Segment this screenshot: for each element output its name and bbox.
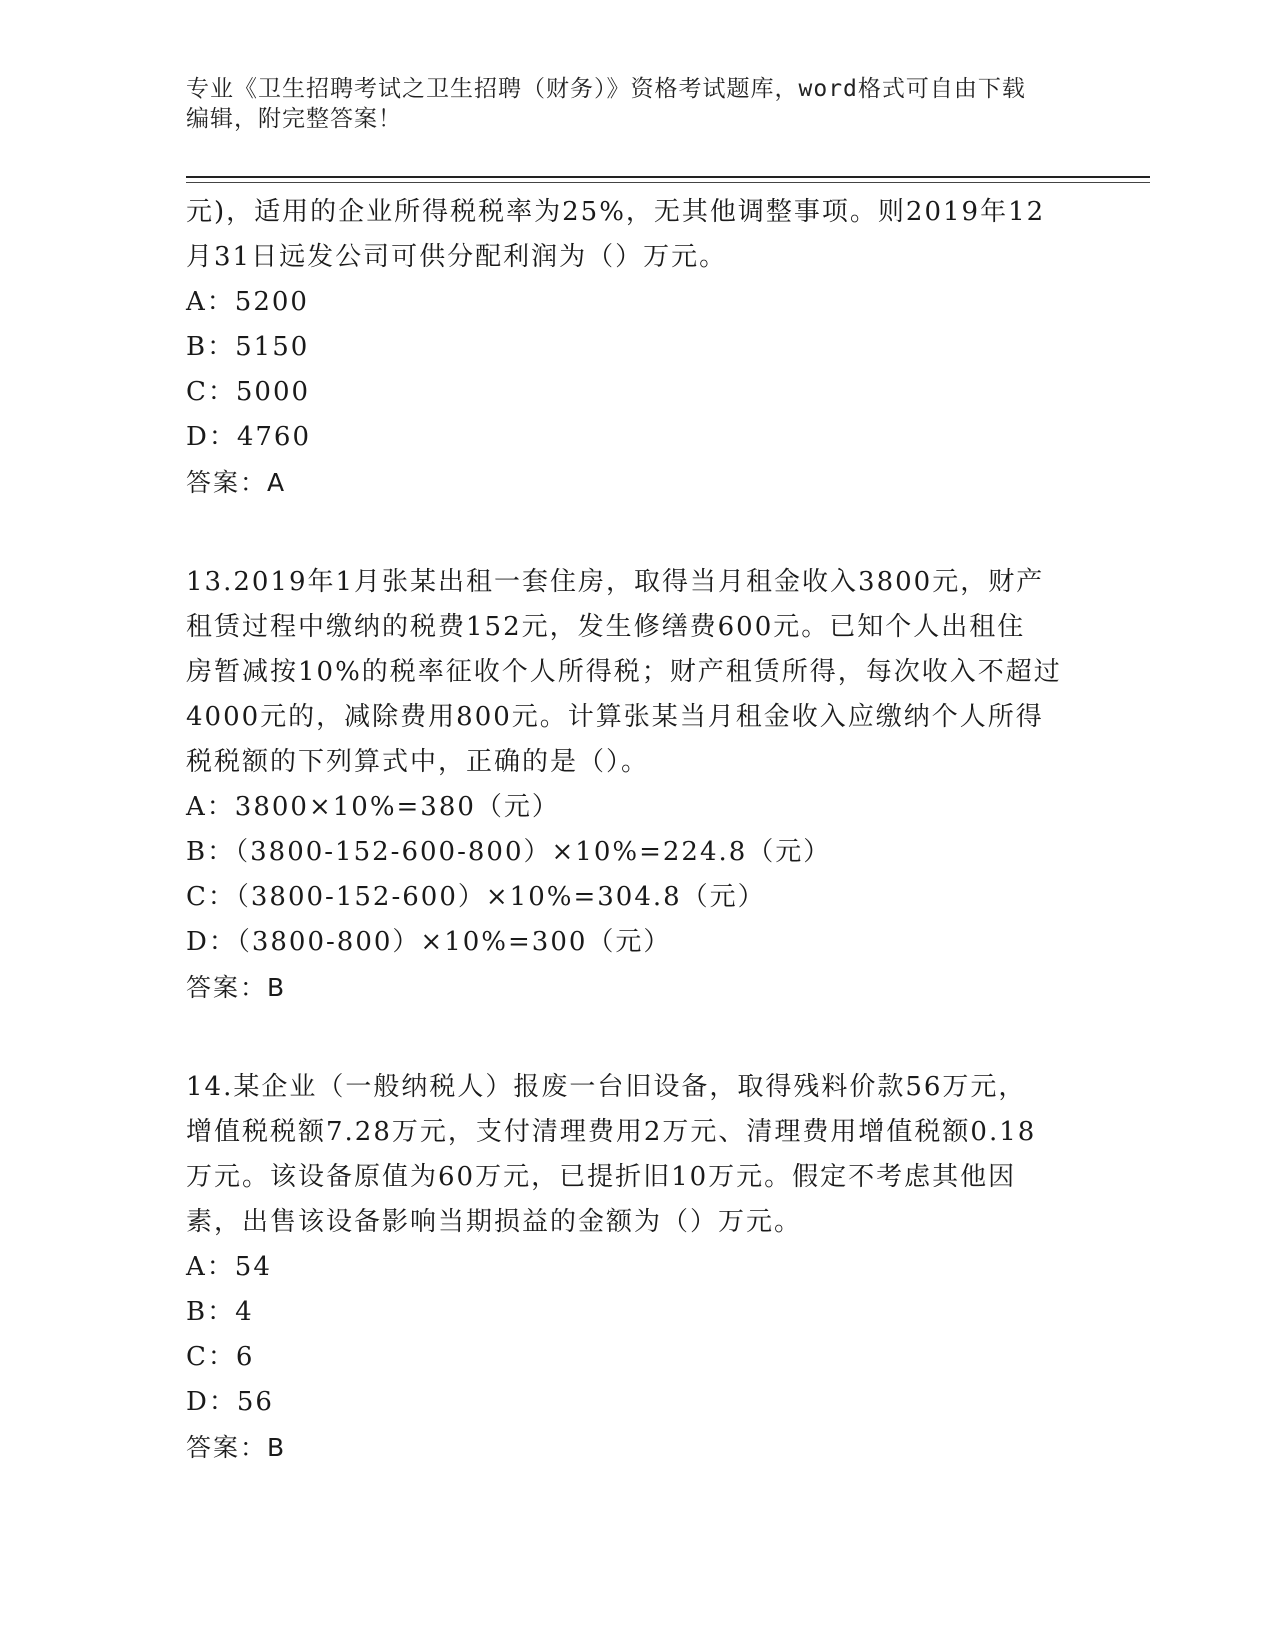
- question-text-line: 租赁过程中缴纳的税费152元，发生修缮费600元。已知个人出租住: [186, 612, 1026, 642]
- option-d: D：4760: [186, 422, 312, 452]
- question-text-line: 月31日远发公司可供分配利润为（）万元。: [186, 242, 728, 272]
- question-text-line: 房暂减按10%的税率征收个人所得税；财产租赁所得，每次收入不超过: [186, 657, 1062, 687]
- answer-line: 答案：A: [186, 468, 287, 497]
- question-text-line: 13.2019年1月张某出租一套住房，取得当月租金收入3800元，财产: [186, 567, 1045, 597]
- option-a: A：3800×10%=380（元）: [186, 792, 560, 822]
- question-text-line: 14.某企业（一般纳税人）报废一台旧设备，取得残料价款56万元，: [186, 1072, 1027, 1102]
- question-text-line: 税税额的下列算式中，正确的是（）。: [186, 747, 650, 777]
- header-line-1: 专业《卫生招聘考试之卫生招聘（财务）》资格考试题库，word格式可自由下载: [186, 76, 1026, 102]
- option-c: C：（3800-152-600）×10%=304.8（元）: [186, 882, 766, 912]
- question-text-line: 4000元的，减除费用800元。计算张某当月租金收入应缴纳个人所得: [186, 702, 1044, 732]
- option-a: A：5200: [186, 287, 309, 317]
- spacer: [186, 505, 1086, 560]
- option-d: D：（3800-800）×10%=300（元）: [186, 927, 672, 957]
- answer-line: 答案：B: [186, 1433, 287, 1462]
- option-c: C：6: [186, 1342, 255, 1372]
- question-block: [186, 190, 1086, 505]
- question-text-line: 增值税税额7.28万元，支付清理费用2万元、清理费用增值税额0.18: [186, 1117, 1037, 1147]
- option-b: B：5150: [186, 332, 310, 362]
- header-line-2: 编辑，附完整答案！: [186, 106, 402, 132]
- option-c: C：5000: [186, 377, 311, 407]
- question-block: [186, 1065, 1086, 1470]
- option-b: B：4: [186, 1297, 254, 1327]
- answer-line: 答案：B: [186, 973, 287, 1002]
- header-divider-thick: [186, 176, 1150, 178]
- option-a: A：54: [186, 1252, 272, 1282]
- header-divider-thin: [186, 182, 1150, 183]
- question-text-line: 万元。该设备原值为60万元，已提折旧10万元。假定不考虑其他因: [186, 1162, 1017, 1192]
- document-header: [186, 74, 1066, 134]
- question-list: [186, 190, 1086, 1470]
- option-b: B：（3800-152-600-800）×10%=224.8（元）: [186, 837, 832, 867]
- question-text-line: 素，出售该设备影响当期损益的金额为（）万元。: [186, 1207, 803, 1237]
- question-block: [186, 560, 1086, 1010]
- option-d: D：56: [186, 1387, 274, 1417]
- spacer: [186, 1010, 1086, 1065]
- question-text-line: 元)，适用的企业所得税税率为25%，无其他调整事项。则2019年12: [186, 197, 1046, 227]
